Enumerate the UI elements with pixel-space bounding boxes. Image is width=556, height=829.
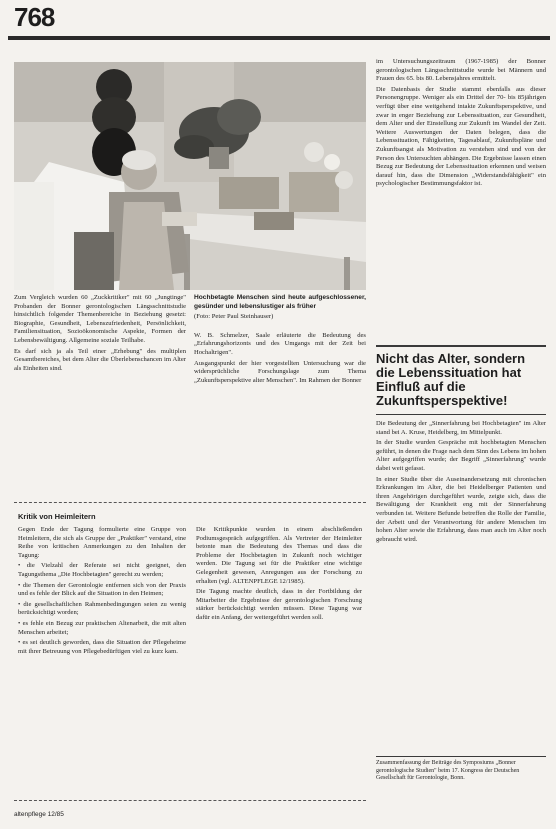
article-column-mid <box>194 294 366 387</box>
footnote: Zusammenfassung der Beiträge des Symposiums „Bonner gerontologische Studien" beim 17. Kongress der Deutschen Gesellschaft für Gerontologie, Bonn. <box>376 760 520 781</box>
box-border-bottom <box>14 800 366 801</box>
list-item: • die gesellschaftlichen Rahmenbedingungen seien zu wenig berücksichtigt worden; <box>18 600 186 617</box>
article-column-right <box>376 58 546 191</box>
paragraph: Es darf sich ja als Teil einer „Erhebung" des multiplen Gesamtbereiches, bei dem Alter die Überlebenschancen im Alter als Einheiten sind. <box>14 347 186 372</box>
article-photo <box>14 62 366 290</box>
header-rule <box>8 36 550 40</box>
article-column-right-lower <box>376 420 546 546</box>
list-item: • es fehle ein Bezug zur praktischen Altenarbeit, die mit alten Menschen arbeitet; <box>18 619 186 636</box>
paragraph: Die Datenbasis der Studie stammt ebenfalls aus dieser Personengruppe. Weniger als ein Drittel der 70- bis 85jährigen verfügt über eine weitgehend intakte Zukunftsperspektive, und zwar in enger Beziehung zur Lebenssituation, zur Gesundheit, dem Alter und der Einstellung zur Zukunft im Wandel der Zeit. Weitere Auswertungen der Daten belegen, dass die Lebenssituation, Fähigkeiten, Tagesablauf, Zukunftspläne und Zukunftsangst als Motivation zu verstehen sind und von der Person des Untersuchten abhängen. Die Ergebnisse lassen einen Bezug zur Bedeutung der Lebenssituation erkennen und weisen darauf hin, dass die Dimension „Widerstandsfähigkeit" ein psychologischer Bestimmungsfaktor ist. <box>376 85 546 188</box>
article-column-left <box>14 294 186 375</box>
list-item: • die Vielzahl der Referate sei nicht geeignet, den Tagungsthema „Die Hochbetagten" gerecht zu werden; <box>18 562 186 578</box>
list-item: • die Themen der Gerontologie entfernen sich von der Praxis und es fehle der Blick auf die Situation in den Heimen; <box>18 581 186 598</box>
section-headline: Nicht das Alter, sondern die Lebenssituation hat Einfluß auf die Zukunftsperspektive! <box>376 351 526 408</box>
paragraph: Ausgangspunkt der hier vorgestellten Untersuchung war die widersprüchliche Forschungslage zum Thema „Zukunftsperspektive alter Menschen". Im Rahmen der Bonner <box>194 359 366 384</box>
box-border-top <box>14 502 366 503</box>
paragraph: Gegen Ende der Tagung formulierte eine Gruppe von Heimleitern, die sich als Gruppe der „Praktiker" verstand, eine Reihe von kritischen Anmerkungen zu den Inhalten der Tagung: <box>18 526 186 559</box>
photo-credit: (Foto: Peter Paul Steinhauser) <box>194 313 274 321</box>
paragraph: In einer Studie über die Auseinandersetzung mit chronischen Erkrankungen im Alter, die bei Heidelberger Patienten und ihren Angehörigen durchgeführt wurde, zeigte sich, dass die Bewältigung der Krankheit eng mit der Sinnerfahrung verbunden ist. Weitere Befunde betreffen die Rolle der Familie, der Arbeit und der Verantwortung für andere Menschen im hohen Alter sowie die Erfahrung, dass man auch im Alter noch gebraucht wird. <box>376 475 546 543</box>
paragraph: Zum Vergleich wurden 60 „Zuckkritiker" mit 60 „Jungtinge" Probanden der Bonner gerontologischen Längsschnittstudie hinsichtlich folgender Themenbereiche in Beziehung gesetzt: Biographie, Gesundheit, Lebenszufriedenheit, Persönlichkeit, Familiensituation, Sozioökonomische Aspekte, Formen der Lebensbewältigung. Allgemeine soziale Teilhabe. <box>14 294 186 344</box>
paragraph: Die Tagung machte deutlich, dass in der Fortbildung der Mitarbeiter die Ergebnisse der gerontologischen Forschung stärker berücksichtigt werden müssen. Diese Tagung war dafür ein Anfang, der weitergeführt werden soll. <box>196 588 362 621</box>
photo-illustration <box>14 62 366 290</box>
photo-caption: Hochbetagte Menschen sind heute aufgeschlossener, gesünder und lebenslustiger als früher <box>194 294 366 310</box>
paragraph: W. B. Schmelzer, Saale erläuterte die Bedeutung des „Erfahrungshorizonts und des Umgangs mit der Zeit bei Hochaltrigen". <box>194 331 366 356</box>
box-column-left <box>18 526 186 658</box>
paragraph: im Untersuchungszeitraum (1967-1985) der Bonner gerontologischen Längsschnittstudie wurde bei Männern und Frauen des 65. bis 80. Lebensjahres ermittelt. <box>376 58 546 83</box>
paragraph: In der Studie wurden Gespräche mit hochbetagten Menschen geführt, in denen die Frage nach dem Sinn des Lebens im hohen Alter aufgegriffen wurde; der Begriff „Sinnerfahrung" wurde dabei weit gefasst. <box>376 439 546 472</box>
headline-rule-top <box>376 345 546 347</box>
footnote-rule <box>376 756 546 757</box>
paragraph: Die Kritikpunkte wurden in einem abschließenden Podiumsgespräch aufgegriffen. Als Vertreter der Heimleiter betonte man die Bedeutung des Themas und dass die Probleme der Hochbetagten in Zukunft noch wichtiger werden. Die Tagung sei für die Praktiker eine wichtige Gelegenheit gewesen, Anregungen aus der Forschung zu erhalten (vgl. ALTENPFLEGE 12/1985). <box>196 526 362 585</box>
paragraph: Die Bedeutung der „Sinnerfahrung bei Hochbetagten" im Alter stand bei A. Kruse, Heidelberg, im Mittelpunkt. <box>376 420 546 436</box>
headline-rule-bottom <box>376 414 546 415</box>
box-column-right <box>196 526 362 625</box>
page-number: 768 <box>14 2 55 32</box>
box-title: Kritik von Heimleitern <box>18 512 96 521</box>
page-footer: altenpflege 12/85 <box>14 811 64 818</box>
list-item: • es sei deutlich geworden, dass die Situation der Pflegeheime mit ihrer Betreuung von Pflegebedürftigen viel zu kurz kam. <box>18 639 186 655</box>
